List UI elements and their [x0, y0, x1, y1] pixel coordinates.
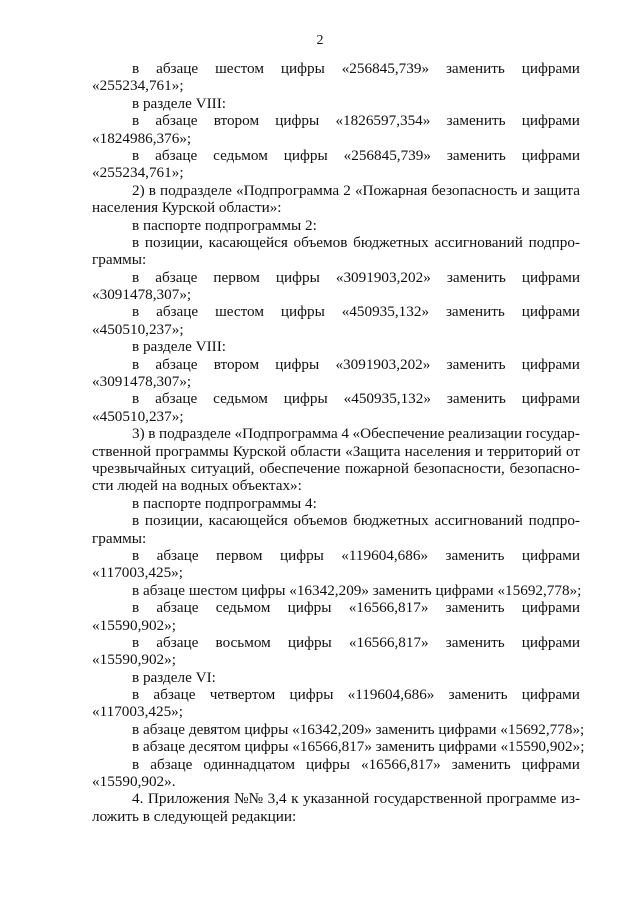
word: государ- [525, 425, 580, 443]
word: абзаце [155, 268, 198, 286]
text-line: ложить в следующей редакции: [92, 807, 297, 825]
text-line [92, 269, 580, 286]
text-line [92, 303, 580, 320]
word: 2) [132, 181, 145, 199]
word: заменить [448, 686, 508, 704]
word: в [132, 546, 140, 564]
word: «16566,817» [348, 633, 429, 651]
word: «3091903,202» [335, 268, 431, 286]
word: «450935,132» [343, 390, 431, 408]
word: бюджетных [353, 512, 429, 530]
text-line: в паспорте подпрограммы 2: [132, 216, 317, 234]
word: в [132, 599, 140, 617]
word: заменить [446, 112, 506, 130]
word: восьмом [215, 633, 271, 651]
text-line: «15590,902»; [92, 651, 176, 669]
text-line: «1824986,376»; [92, 129, 192, 147]
word: от [565, 442, 580, 460]
word: цифры [275, 268, 320, 286]
text-line: «117003,425»; [92, 703, 183, 721]
word: в [148, 425, 156, 443]
word: области [290, 442, 341, 460]
word: в [132, 303, 140, 321]
word: цифры [287, 633, 332, 651]
word: в [132, 755, 140, 773]
word: подпро- [528, 512, 580, 530]
word: в [132, 512, 140, 530]
word: цифры [275, 112, 320, 130]
word: цифрами [521, 303, 580, 321]
text-line: «255234,761»; [92, 164, 184, 182]
word: ассигнований [434, 233, 523, 251]
word: цифры [275, 355, 320, 373]
word: «119604,686» [341, 546, 429, 564]
word: абзаце [156, 303, 199, 321]
word: заменить [446, 146, 506, 164]
text-line: «117003,425»; [92, 564, 183, 582]
word: в [132, 268, 140, 286]
word: объемов [293, 233, 348, 251]
word: заменить [446, 268, 506, 286]
text-line: сти людей на водных объектах»: [92, 477, 302, 495]
word: заменить [445, 303, 505, 321]
word: чрезвычайных [92, 459, 186, 477]
word: цифры [283, 146, 328, 164]
text-line [92, 425, 580, 442]
text-line [92, 147, 580, 164]
text-line: «15590,902»; [92, 616, 176, 634]
word: 3) [132, 425, 145, 443]
word: в [132, 146, 140, 164]
word: программы [155, 442, 229, 460]
word: «119604,686» [347, 686, 435, 704]
word: безопасно- [509, 459, 580, 477]
text-line: в разделе VIII: [132, 94, 226, 112]
word: «450935,132» [341, 303, 430, 321]
word: цифрами [521, 60, 580, 77]
word: заменить [445, 633, 505, 651]
word: «1826597,354» [335, 112, 431, 130]
text-line: в абзаце десятом цифры «16566,817» заменить цифрами «15590,902»; [132, 738, 585, 756]
word: седьмом [213, 146, 268, 164]
text-line: «3091478,307»; [92, 373, 192, 391]
text-line [92, 112, 580, 129]
word: абзаце [155, 390, 198, 408]
word: абзаце [155, 112, 198, 130]
document-body [92, 60, 585, 825]
word: подразделе [160, 181, 232, 199]
word: четвертом [209, 686, 276, 704]
text-line: в разделе VIII: [132, 338, 226, 356]
word: цифры [287, 599, 332, 617]
text-line: «450510,237»; [92, 320, 184, 338]
word: цифрами [521, 112, 580, 130]
text-line [92, 443, 580, 460]
word: первом [213, 268, 260, 286]
word: 4. [132, 790, 144, 808]
word: позиции, [144, 512, 203, 530]
word: абзаце [150, 755, 193, 773]
word: абзаце [156, 546, 199, 564]
word: цифры [306, 755, 350, 773]
word: цифрами [521, 633, 580, 651]
word: «Подпрограмма [235, 181, 340, 199]
text-line: населения Курской области»: [92, 199, 282, 217]
text-line [92, 390, 580, 407]
word: к [291, 790, 299, 808]
word: абзаце [155, 355, 198, 373]
word: шестом [215, 303, 264, 321]
word: «16566,817» [348, 599, 429, 617]
page-number: 2 [316, 33, 324, 48]
word: ассигнований [434, 512, 523, 530]
word: втором [213, 355, 260, 373]
word: «Подпрограмма [234, 425, 338, 443]
word: в [132, 355, 140, 373]
word: в [132, 112, 140, 130]
word: заменить [446, 390, 506, 408]
word: абзаце [156, 60, 199, 77]
word: цифрами [521, 355, 580, 373]
word: цифры [280, 303, 325, 321]
word: цифрами [521, 546, 580, 564]
word: заменить [445, 546, 505, 564]
word: заменить [446, 355, 506, 373]
text-line: «3091478,307»; [92, 286, 192, 304]
word: цифрами [521, 268, 580, 286]
word: в [132, 60, 140, 77]
text-line: в абзаце девятом цифры «16342,209» заменить цифрами «15692,778»; [132, 720, 585, 738]
word: цифрами [521, 599, 580, 617]
word: шестом [215, 60, 264, 77]
word: «16566,817» [360, 755, 441, 773]
word: населения [404, 442, 471, 460]
word: «3091903,202» [335, 355, 431, 373]
word: втором [213, 112, 260, 130]
word: «256845,739» [343, 146, 431, 164]
word: подпро- [528, 233, 580, 251]
word: 4 [341, 425, 349, 443]
word: в [132, 633, 140, 651]
word: подразделе [159, 425, 231, 443]
word: реализации [447, 425, 523, 443]
word: защита [533, 181, 580, 199]
text-line: в абзаце шестом цифры «16342,209» заменить цифрами «15692,778»; [132, 581, 582, 599]
text-line [92, 547, 580, 564]
word: в [132, 686, 140, 704]
word: 2 [343, 181, 351, 199]
text-line [92, 182, 580, 199]
text-line [92, 634, 580, 651]
word: абзаце [156, 633, 199, 651]
word: «Пожарная [354, 181, 428, 199]
word: в [148, 181, 156, 199]
text-line: «15590,902». [92, 773, 176, 791]
word: «256845,739» [341, 60, 430, 77]
word: Приложения [147, 790, 230, 808]
text-line [92, 512, 580, 529]
word: государственной [373, 790, 482, 808]
word: касающейся [208, 512, 288, 530]
word: цифры [283, 390, 328, 408]
word: программе [486, 790, 557, 808]
word: цифрами [521, 146, 580, 164]
text-line: граммы: [92, 251, 147, 269]
word: седьмом [213, 390, 268, 408]
word: цифры [280, 60, 325, 77]
word: в [132, 233, 140, 251]
word: позиции, [144, 233, 203, 251]
text-line [92, 686, 580, 703]
text-line: «450510,237»; [92, 407, 184, 425]
word: заменить [445, 599, 505, 617]
word: абзаце [155, 146, 198, 164]
word: и [521, 181, 530, 199]
word: обеспечение [259, 459, 341, 477]
text-line: в разделе VI: [132, 668, 216, 686]
word: из- [560, 790, 580, 808]
word: безопасность [431, 181, 518, 199]
word: 3,4 [267, 790, 287, 808]
text-line [92, 234, 580, 251]
text-line: в паспорте подпрограммы 4: [132, 494, 317, 512]
word: седьмом [215, 599, 271, 617]
word: ситуаций, [190, 459, 255, 477]
word: №№ [234, 790, 264, 808]
word: одиннадцатом [203, 755, 295, 773]
text-line [92, 599, 580, 616]
word: объемов [293, 512, 348, 530]
word: и [474, 442, 484, 460]
text-line [92, 790, 580, 807]
word: цифрами [521, 755, 580, 773]
word: бюджетных [353, 233, 429, 251]
text-line [92, 756, 580, 773]
word: абзаце [156, 599, 199, 617]
word: в [132, 390, 140, 408]
word: Курской [232, 442, 287, 460]
word: территорий [487, 442, 562, 460]
word: цифрами [521, 686, 580, 704]
text-line [92, 460, 580, 477]
word: заменить [451, 755, 511, 773]
word: абзаце [153, 686, 196, 704]
word: заменить [445, 60, 505, 77]
word: указанной [303, 790, 370, 808]
word: «Защита [345, 442, 401, 460]
text-line: граммы: [92, 529, 147, 547]
word: цифрами [521, 390, 580, 408]
word: «Обеспечение [352, 425, 445, 443]
word: безопасности, [413, 459, 505, 477]
text-line [92, 60, 580, 77]
word: первом [216, 546, 263, 564]
word: цифры [289, 686, 334, 704]
word: цифры [279, 546, 324, 564]
word: касающейся [208, 233, 288, 251]
word: пожарной [344, 459, 409, 477]
text-line: «255234,761»; [92, 77, 184, 95]
text-line [92, 356, 580, 373]
word: ственной [92, 442, 152, 460]
